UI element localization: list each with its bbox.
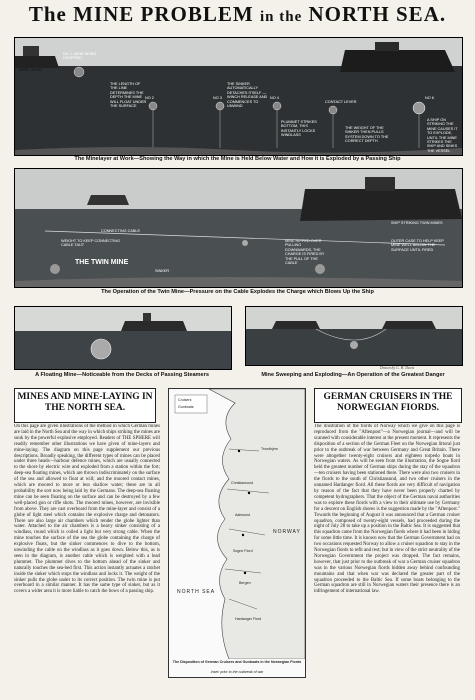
minelayer-superstructure — [23, 46, 39, 56]
figure-minelayer — [14, 37, 463, 156]
warship — [300, 189, 462, 221]
label-sinker: SINKER — [155, 269, 170, 273]
mine-4 — [273, 102, 281, 110]
label-no4: NO 4 — [270, 96, 279, 100]
right-article-heading: GERMAN CRUISERS IN THE NORWEGIAN FIORDS. — [314, 388, 462, 423]
mine-6 — [413, 102, 425, 114]
label-twin-mine: THE TWIN MINE — [75, 259, 129, 266]
label-plummet: PLUMMET STRIKES BOTTOM, THIS INSTANTLY LOCKS WINDLASS — [281, 120, 317, 138]
illustration-credit: Drawn by G. H. Davis — [380, 366, 415, 370]
warship-turret — [365, 177, 395, 191]
sweeper-left — [272, 321, 320, 329]
distant-ship — [87, 195, 129, 205]
ship-funnel — [375, 42, 399, 51]
figure-twin-mine — [14, 168, 463, 288]
sweeper-right — [382, 321, 436, 329]
map-label-north-sea: NORTH SEA — [177, 589, 216, 595]
label-weight-of-sinker: THE WEIGHT OF THE SINKER THEN PULLS SYSTEM DOWN TO THE CORRECT DEPTH — [345, 126, 389, 144]
figure-mine-sweeping — [245, 306, 463, 366]
label-no6: NO 6 — [425, 96, 434, 100]
sweep-wire — [316, 329, 386, 340]
label-weight: WEIGHT TO KEEP CONNECTING CABLE TAUT — [61, 239, 121, 248]
label-outer-case: OUTER CASE TO HELP KEEP MINE WELL BELOW THE SURFACE UNTIL FIRED — [391, 239, 444, 252]
label-no2: NO 2 — [145, 96, 154, 100]
left-article-heading: MINES AND MINE-LAYING IN THE NORTH SEA. — [14, 388, 156, 423]
map-label-aalesund: Aalesund — [235, 513, 250, 517]
map-label-bergen: Bergen — [239, 581, 251, 585]
label-line-length: THE LENGTH OF THE LINE DETERMINES THE DEPTH THE MINE WILL FLOAT UNDER THE SURFACE — [110, 82, 147, 109]
seabed — [15, 277, 462, 287]
label-mine-being-dropped: NO. 1 MINE BEING DROPPED — [63, 52, 97, 61]
title-part2: NORTH SEA. — [308, 2, 447, 26]
passing-ship — [340, 50, 455, 72]
map-caption: The Disposition of German Cruisers and Gunboats in the Norwegian Fiords — [172, 660, 302, 664]
label-ship-striking: A SHIP ON STRIKING THE MINE CAUSES IT TO EXPLODE, UNTIL THE MINE STRIKES THE SHIP AND SINKS THE VESSEL — [427, 118, 458, 153]
title-part1: The MINE PROBLEM — [28, 2, 254, 26]
steamer — [121, 321, 187, 331]
norway-fiords-map — [168, 388, 306, 678]
twin-mine-right — [315, 264, 325, 274]
label-ship-striking-twin: SHIP STRIKING TWIN MINES — [391, 221, 443, 225]
swept-mine — [350, 341, 358, 349]
minelayer-hull — [15, 56, 59, 68]
caption-fig3: A Floating Mine—Noticeable from the Decks of Passing Steamers — [35, 372, 209, 378]
mine-sweeping-illustration — [246, 307, 462, 365]
right-article-body: The illustration of the fiords of Norway which we give on this page is reproduced from the "Aftenpost"—a Norwegian journal—and will be scanned with considerable interest at the present moment. It represents the disposition of a section of the German Fleet on the Norwegian littoral just prior to the outbreak of war between Germany and Great Britain. There were altogether twenty-eight cruisers and eighteen torpedo boats in Norwegian waters. As will be seen from the illustration, the Sogne fiord held the greatest number of German ships during the stay of the squadron—ten cruisers having been stationed there. There were also two cruisers in the fiords to the south of Christiansund, and two other cruisers in the unnamed Hardanger fiord. All these fiords are very difficult of navigation by reason of the fact that they have never been properly charted by competent hydrographers. That the object of the German naval authorities was to explore these fiords with a view to their ultimate use by Germany for a descent on English shores is the suggestion made by the "Aftenpost." Towards the beginning of August it was announced that a German cruiser squadron, composed of twenty-eight vessels, had proceeded during the night of July 28 to take up a position in the Baltic Sea. It is suggested that this squadron came from the Norwegian fiords where it had been in hiding for some little time. It is known now that the German Government had on two occasions requested Norway to allow a cruiser squadron to stay in the Norwegian fiords to refit and rest; but in view of the strict neutrality of the Norwegian Government the project was dropped. The fact remains, however, that just prior to the outbreak of war a German cruiser squadron was in the various Norwegian fiords hidden away behind confounding mountains and that when war was declared the greater part of the squadron proceeded to the Baltic Sea. If some boats belonging to the German squadron are still in Norwegian waters their presence there is an infringement of international law. — [314, 424, 460, 595]
legend-cruisers: Cruisers — [178, 398, 192, 402]
label-no3: NO 3 — [213, 96, 222, 100]
seabed — [15, 147, 462, 155]
twin-mine-illustration — [15, 169, 462, 287]
map-label-hardanger-fiord: Hardanger Fiord — [235, 617, 262, 621]
caption-fig1: The Minelayer at Work—Showing the Way in which the Mine is Held Below Water and How it is Exploded by a Passing Ship — [74, 156, 401, 162]
title-in: in the — [259, 9, 303, 25]
map-label-norway: NORWAY — [273, 529, 301, 535]
mine-3 — [216, 102, 224, 110]
cable-weight — [242, 240, 248, 246]
mine-1 — [74, 67, 84, 77]
floating-mine — [91, 339, 111, 359]
label-connecting-cable: CONNECTING CABLE — [101, 229, 141, 233]
left-article-body: On this page are given illustrations of the method in which German mines are laid in the North Sea and the way in which ships striking the mines are sunk by the powerful explosive employed. Readers of THE SPHERE will readily remember other illustrations we have given of mine-layers and mine-laying. The diagram on this page supplement our previous descriptions. Broadly speaking, the different types of mines can be placed under three heads—harbour defence mines, which are usually connected to the shore by electric wire and exploded from a station within the fort; deep-sea floating mines, which are thrown indiscriminately on the surface of the sea and allowed to float at will; and the moored contact mines, which are moored to more or less shallow water; these are in all probability the sort now being laid by the Germans. The deep-sea floating mine can be seen floating on the surface and can be destroyed by a few well-placed gun or rifle shots. The moored mines, however, are invisible from above. They are cast overboard from the mine-layer and consist of a globe of light steel which contains the explosive charge and detonators. There are also large air chambers which render the globe lighter than water. Attached to the air chambers is a heavy sinker consisting of a windlass, round which is coiled a light but very strong cable. When the mine touches the surface of the sea the globe containing the charge of explosive floats, but the sinker commences to dive to the bottom, unwinding the cable on the windlass as it goes down. Below this, as is seen in the diagram, is another cable which is weighted with a lead plummet. The plummet dives to the bottom ahead of the sinker and naturally touches the sea-bed first. This action instantly actuates a ratchet inside the sinker which stops the windlass and locks it. The weight of the sinker pulls the globe under to its correct position. The twin mine is put overboard in a similar manner. It has the same type of sinker, but as it covers a wider area it is more liable to catch the bows of a passing ship. — [14, 424, 160, 595]
floating-mine-illustration — [15, 307, 231, 369]
mine-2 — [149, 102, 157, 110]
twin-mine-left — [50, 264, 60, 274]
map-label-christiansund: Christiansund — [231, 481, 253, 485]
legend-gunboats: Gunboats — [178, 405, 194, 409]
label-contact-lever: CONTACT LEVER — [325, 100, 357, 104]
caption-fig4: Mine Sweeping and Exploding—An Operation of the Greatest Danger — [261, 372, 445, 378]
page-title — [0, 2, 475, 27]
caption-fig2: The Operation of the Twin Mine—Pressure on the Cable Explodes the Charge which Blows Up the Ship — [101, 289, 374, 295]
map-label-sogne-fiord: Sogne Fiord — [233, 549, 253, 553]
label-sinker-detaches: THE SINKER AUTOMATICALLY DETACHES ITSELF — WINCH RELEASE AND COMMENCES TO UNWIND — [227, 82, 268, 109]
mine-5 — [329, 106, 337, 114]
label-mine-ripped: MINE RIPPED OVER PULLING DOWNWARDS, THE CHARGE IS FIRED BY THE PULL OF THE CABLE — [285, 239, 325, 266]
figure-floating-mine — [14, 306, 232, 370]
label-mine-layer: MINE LAYER — [19, 68, 42, 72]
map-subcaption: Inset: prior to the outbreak of war — [210, 670, 264, 674]
map-label-trondhjem: Trondhjem — [261, 447, 279, 451]
